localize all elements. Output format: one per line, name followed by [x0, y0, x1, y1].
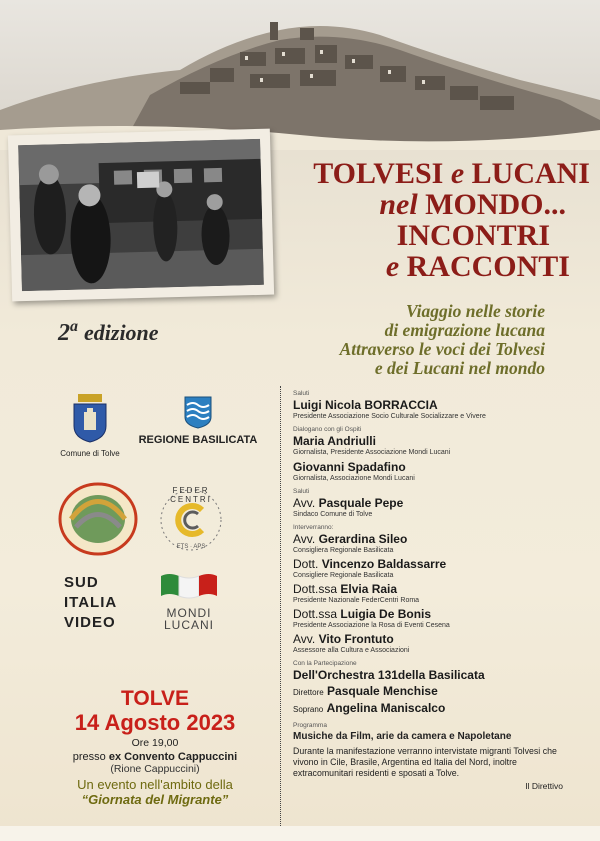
video-word: VIDEO — [64, 614, 116, 631]
town-photo — [0, 0, 600, 150]
speaker-role: Giornalista, Associazione Mondi Lucani — [293, 475, 415, 482]
event-info — [30, 688, 280, 807]
speaker-role: Presidente Associazione Socio Culturale Socializzare e Vivere — [293, 413, 486, 420]
event-venue — [30, 751, 280, 763]
soprano-name: Angelina Maniscalco — [326, 701, 446, 715]
subtitle-line: Viaggio nelle storie — [405, 301, 545, 321]
caption-saluti: Saluti — [293, 390, 310, 397]
title-nel: nel — [379, 188, 418, 221]
mondi-word: MONDI — [166, 606, 212, 620]
event-title — [290, 158, 590, 282]
divider — [280, 386, 281, 826]
sud-word: SUD — [64, 574, 99, 591]
subtitle-line: di emigrazione lucana — [384, 320, 545, 340]
edition-word: edizione — [84, 320, 159, 345]
event-giornata: “Giornata del Migrante” — [81, 792, 229, 807]
tolve-crest-icon — [70, 392, 110, 444]
edition-sup: a — [70, 318, 78, 335]
sud-italia-video-logo — [64, 573, 117, 633]
title-e2: e — [385, 250, 400, 283]
title-lucani: LUCANI — [471, 157, 590, 190]
italian-flag-icon — [159, 570, 219, 602]
event-area: (Rione Cappuccini) — [110, 763, 200, 775]
federcentri-label: FEDER CENTRI — [170, 486, 212, 504]
italia-word: ITALIA — [64, 594, 118, 611]
venue-prefix: presso — [72, 751, 106, 763]
orchestra-name: Dell'Orchestra 131della Basilicata — [293, 668, 485, 682]
speaker-title: Avv. — [293, 632, 316, 646]
speaker-name: Pasquale Pepe — [318, 496, 404, 510]
subtitle-line: Attraverso le voci dei Tolvesi — [339, 339, 545, 359]
speaker-role: Presidente Associazione la Rosa di Eventi Cesena — [293, 622, 450, 629]
speaker-title: Dott.ssa — [293, 582, 338, 596]
basilicata-label: REGIONE BASILICATA — [138, 434, 258, 446]
caption-programma: Programma — [293, 722, 327, 729]
speaker-title: Avv. — [293, 496, 316, 510]
speaker-title: Dott. — [293, 557, 319, 571]
tolve-label: Comune di Tolve — [60, 449, 120, 458]
subtitle — [300, 302, 545, 378]
speaker-role: Sindaco Comune di Tolve — [293, 511, 373, 518]
edition-number: 2 — [58, 320, 70, 346]
signature: Il Direttivo — [525, 781, 563, 791]
venue-name: ex Convento Cappuccini — [108, 751, 238, 763]
federcentri-sub: ETS · APS — [176, 544, 206, 550]
speaker-title: Dott.ssa — [293, 607, 338, 621]
edition-label — [58, 318, 159, 347]
lucani-word: LUCANI — [163, 618, 214, 632]
program-music: Musiche da Film, arie da camera e Napoletane — [293, 731, 512, 742]
title-tolvesi: TOLVESI — [313, 157, 444, 190]
title-e: e — [450, 157, 465, 190]
speaker-role: Consigliere Regionale Basilicata — [293, 572, 394, 579]
event-time: Ore 19,00 — [131, 737, 179, 749]
bottom-edge — [0, 826, 600, 841]
speaker-role: Consigliera Regionale Basilicata — [293, 547, 394, 554]
basilicata-logo — [138, 395, 258, 446]
title-mondo: MONDO... — [425, 188, 566, 221]
basilicata-shield-icon — [183, 395, 213, 429]
speaker-role: Giornalista, Presidente Associazione Mondi Lucani — [293, 449, 451, 456]
speaker-role: Assessore alla Cultura e Associazioni — [293, 647, 410, 654]
speaker-name: Luigi Nicola BORRACCIA — [293, 398, 438, 412]
speaker-title: Avv. — [293, 532, 316, 546]
speaker-name: Gerardina Sileo — [318, 532, 408, 546]
soprano-label: Soprano — [293, 705, 324, 714]
association-logo — [58, 482, 138, 556]
tolve-logo — [55, 392, 125, 458]
event-date: 14 Agosto 2023 — [74, 710, 236, 735]
speaker-name: Luigia De Bonis — [340, 607, 432, 621]
caption-dialogano: Dialogano con gli Ospiti — [293, 426, 362, 433]
caption-partecipazione: Con la Partecipazione — [293, 660, 357, 667]
association-ring-icon — [58, 482, 138, 556]
direttore-label: Direttore — [293, 688, 324, 697]
program — [293, 389, 573, 791]
speaker-role: Presidente Nazionale FederCentri Roma — [293, 597, 420, 604]
caption-saluti: Saluti — [293, 488, 310, 495]
title-incontri: INCONTRI — [396, 219, 550, 252]
mondi-lucani-logo — [155, 570, 223, 631]
speaker-name: Maria Andriulli — [293, 434, 376, 448]
speaker-name: Vito Frontuto — [318, 632, 394, 646]
subtitle-line: e dei Lucani nel mondo — [374, 358, 545, 378]
direttore-name: Pasquale Menchise — [327, 684, 438, 698]
event-ambito: Un evento nell'ambito della — [77, 777, 233, 792]
speaker-name: Elvia Raia — [340, 582, 398, 596]
speaker-name: Giovanni Spadafino — [293, 460, 406, 474]
title-racconti: RACCONTI — [406, 250, 570, 283]
federcentri-logo — [156, 484, 226, 556]
program-note: Durante la manifestazione verranno intervistate migranti Tolvesi che vivono in Cile, Brasile, Argentina ed Italia del Nord, inoltre extracomunitari residenti e sposati a Tolve. — [293, 746, 557, 778]
emigration-photo — [8, 129, 274, 302]
event-city: TOLVE — [120, 687, 190, 710]
speaker-name: Vincenzo Baldassarre — [321, 557, 447, 571]
caption-interverranno: Interverranno: — [293, 524, 334, 531]
